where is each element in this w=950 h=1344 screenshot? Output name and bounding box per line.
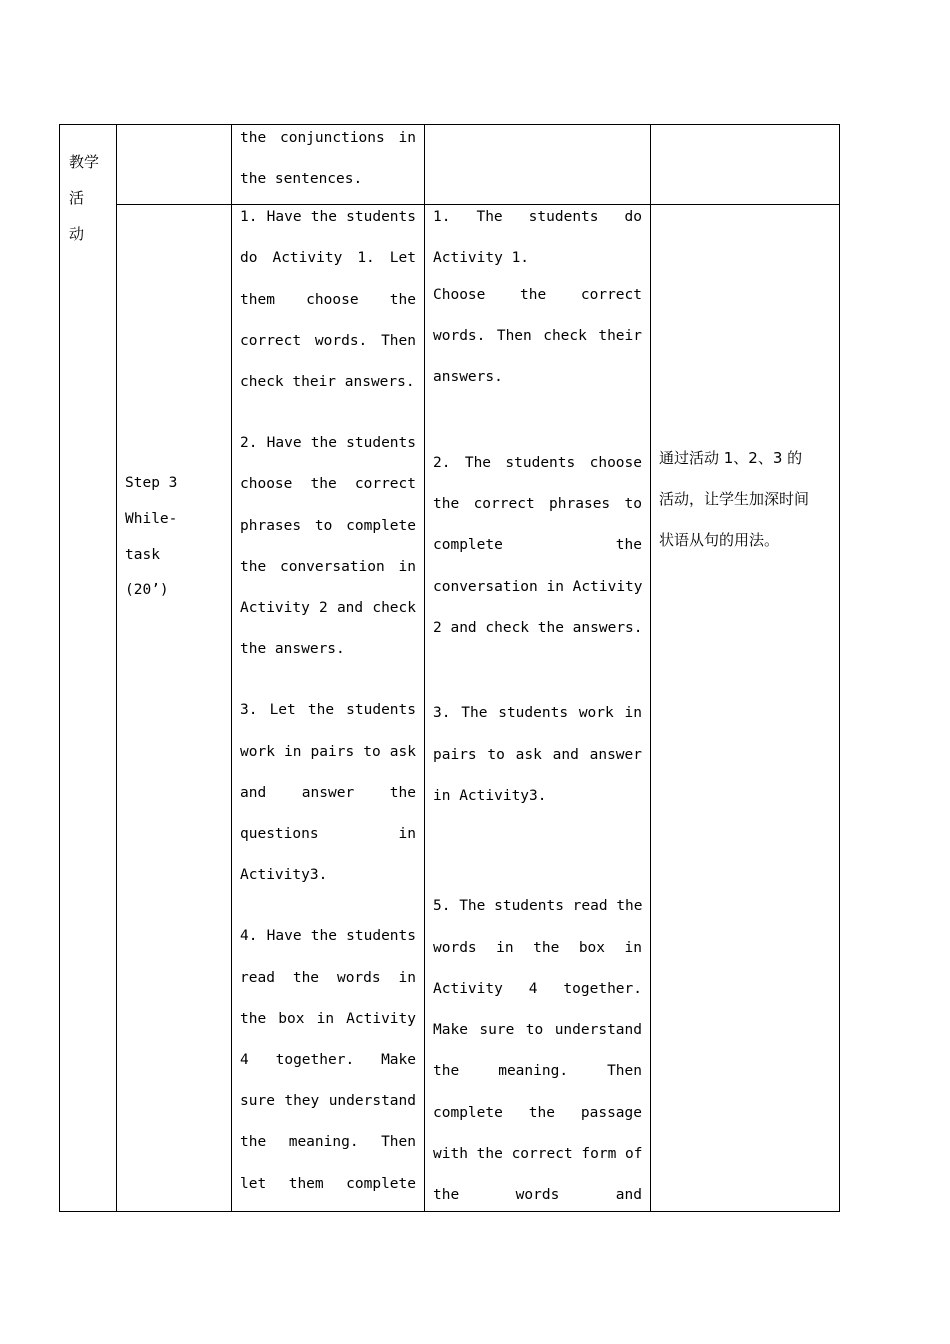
step-title: Step 3 (125, 475, 178, 491)
purpose-text-line: 状语从句的用法。 (659, 531, 780, 549)
student-text-line: complete the (433, 537, 642, 553)
student-text-line: the words and (433, 1187, 642, 1203)
teacher-text-line: correct words. Then (240, 333, 416, 349)
section-label-line: 动 (69, 225, 85, 243)
student-text-line: words in the box in (433, 940, 642, 956)
teacher-text-line: choose the correct (240, 476, 416, 492)
student-text-line: Choose the correct (433, 287, 642, 303)
student-text-line: 1. The students do (433, 209, 642, 225)
student-text-line: the meaning. Then (433, 1063, 642, 1079)
teacher-text-line: and answer the (240, 785, 416, 801)
teacher-text-line: 4 together. Make (240, 1052, 416, 1068)
student-text-line: pairs to ask and answer (433, 747, 642, 763)
section-label-line: 教学 (69, 153, 100, 171)
teacher-text-line: the meaning. Then (240, 1134, 416, 1150)
teacher-text-line: them choose the (240, 292, 416, 308)
col-border-5 (650, 124, 651, 1212)
student-text-line: Make sure to understand (433, 1022, 642, 1038)
student-text-line: 5. The students read the (433, 898, 643, 914)
teacher-text-line: Activity 2 and check (240, 600, 416, 616)
teacher-text-line: the sentences. (240, 171, 363, 187)
student-text-line: complete the passage (433, 1105, 642, 1121)
student-text-line: Activity 1. (433, 250, 530, 266)
step-name: task (125, 547, 160, 563)
teacher-text-line: the conversation in (240, 559, 416, 575)
step-name: While- (125, 511, 178, 527)
student-text-line: 2. The students choose (433, 455, 642, 471)
teacher-text-line: questions in (240, 826, 416, 842)
student-text-line: words. Then check their (433, 328, 642, 344)
step-duration: (20’) (125, 582, 169, 598)
student-text-line: answers. (433, 369, 503, 385)
teacher-text-line: the box in Activity (240, 1011, 416, 1027)
teacher-text-line: 2. Have the students (240, 435, 416, 451)
student-text-line: the correct phrases to (433, 496, 642, 512)
teacher-text-line: Activity3. (240, 867, 328, 883)
student-text-line: with the correct form of (433, 1146, 643, 1162)
student-text-line: in Activity3. (433, 788, 547, 804)
student-text-line: Activity 4 together. (433, 981, 642, 997)
teacher-text-line: read the words in (240, 970, 416, 986)
teacher-text-line: let them complete (240, 1176, 416, 1192)
teacher-text-line: the answers. (240, 641, 345, 657)
teacher-text-line: 3. Let the students (240, 702, 416, 718)
col-border-3 (231, 124, 232, 1212)
student-text-line: 3. The students work in (433, 705, 642, 721)
col-border-2 (116, 124, 117, 1212)
teacher-text-line: 4. Have the students (240, 928, 416, 944)
col-border-6 (839, 124, 840, 1212)
student-text-line: conversation in Activity (433, 579, 643, 595)
table-top-border (59, 124, 840, 125)
purpose-text-line: 通过活动 1、2、3 的 (659, 449, 803, 467)
section-label-line: 活 (69, 189, 85, 207)
col-border-4 (424, 124, 425, 1212)
teacher-text-line: the conjunctions in (240, 130, 416, 146)
teacher-text-line: 1. Have the students (240, 209, 416, 225)
teacher-text-line: phrases to complete (240, 518, 416, 534)
col-border-1 (59, 124, 60, 1212)
teacher-text-line: check their answers. (240, 374, 415, 390)
teacher-text-line: sure they understand (240, 1093, 416, 1109)
purpose-text-line: 活动，让学生加深时间 (659, 490, 810, 508)
teacher-text-line: work in pairs to ask (240, 744, 416, 760)
row-divider (116, 204, 840, 205)
student-text-line: 2 and check the answers. (433, 620, 643, 636)
table-bottom-border (59, 1211, 840, 1212)
teacher-text-line: do Activity 1. Let (240, 250, 416, 266)
